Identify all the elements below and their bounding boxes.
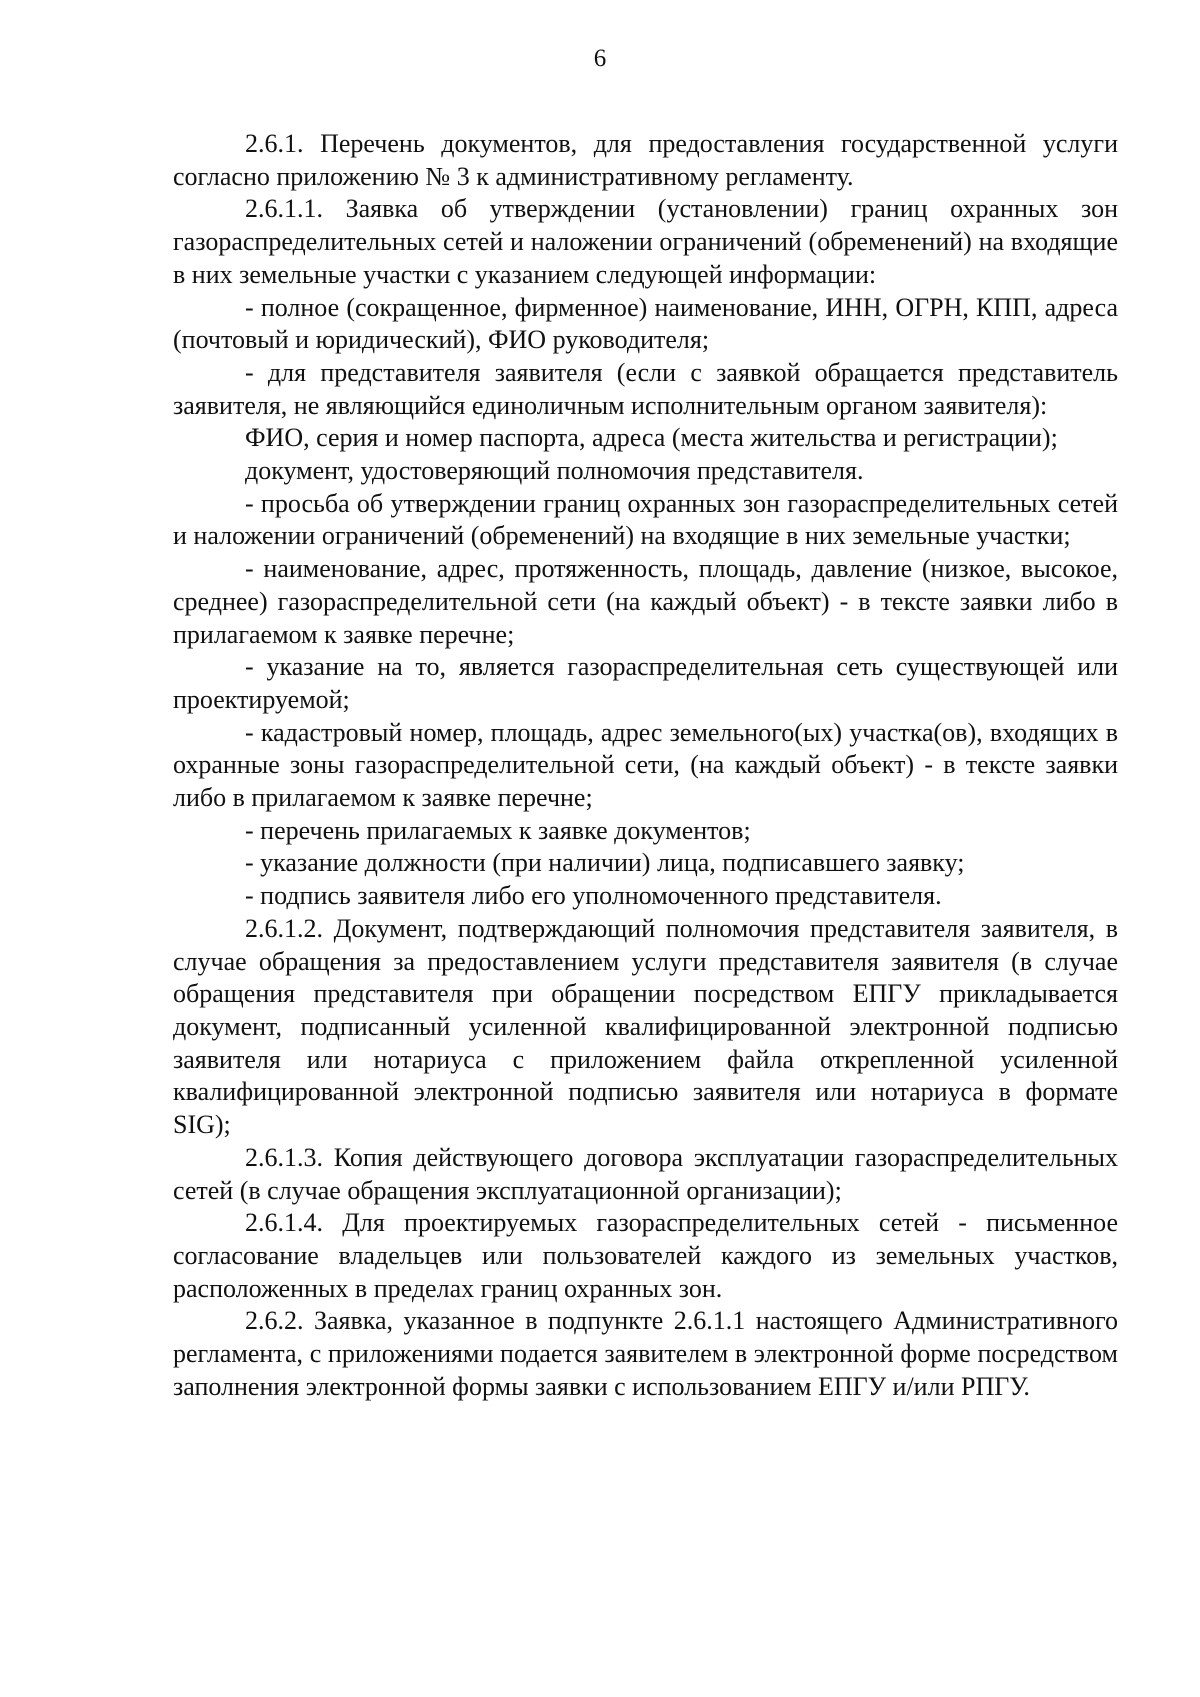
list-item-network-status: - указание на то, является газораспределительная сеть существующей или проектируемой; <box>173 652 1118 714</box>
list-item-attached-documents: - перечень прилагаемых к заявке документов; <box>245 815 751 845</box>
paragraph-2-6-1-1: 2.6.1.1. Заявка об утверждении (установлении) границ охранных зон газораспределительных сетей и наложении ограничений (обременений) на входящие в них земельные участки с указанием следующей информации: <box>173 194 1118 289</box>
list-item-signature: - подпись заявителя либо его уполномоченного представителя. <box>245 881 942 911</box>
list-item-network-parameters: - наименование, адрес, протяженность, площадь, давление (низкое, высокое, среднее) газораспределительной сети (на каждый объект) - в тексте заявки либо в прилагаемом к заявке перечне; <box>173 554 1118 649</box>
paragraph-2-6-2: 2.6.2. Заявка, указанное в подпункте 2.6.1.1 настоящего Административного регламента, с приложениями подается заявителем в электронной форме посредством заполнения электронной формы заявки с использованием ЕПГУ и/или РПГУ. <box>173 1306 1118 1401</box>
paragraph-2-6-1-3: 2.6.1.3. Копия действующего договора эксплуатации газораспределительных сетей (в случае обращения эксплуатационной организации); <box>173 1142 1118 1205</box>
list-item-cadastral-number: - кадастровый номер, площадь, адрес земельного(ых) участка(ов), входящих в охранные зоны газораспределительной сети, (на каждый объект) - в тексте заявки либо в прилагаемом к заявке перечне; <box>173 717 1118 813</box>
list-item-signer-position: - указание должности (при наличии) лица, подписавшего заявку; <box>245 848 965 878</box>
paragraph-2-6-1-4: 2.6.1.4. Для проектируемых газораспределительных сетей - письменное согласование владельцев или пользователей каждого из земельных участков, расположенных в пределах границ охранных зон. <box>173 1208 1118 1303</box>
document-body <box>173 128 1118 1403</box>
paragraph-2-6-1: 2.6.1. Перечень документов, для предоставления государственной услуги согласно приложению № 3 к административному регламенту. <box>173 129 1118 191</box>
list-item-applicant-details: - полное (сокращенное, фирменное) наименование, ИНН, ОГРН, КПП, адреса (почтовый и юридический), ФИО руководителя; <box>173 292 1118 355</box>
list-item-representative: - для представителя заявителя (если с заявкой обращается представитель заявителя, не являющийся единоличным исполнительным органом заявителя): <box>173 357 1118 420</box>
list-item-representative-authority: документ, удостоверяющий полномочия представителя. <box>245 456 864 486</box>
page-number: 6 <box>593 45 607 72</box>
list-item-request: - просьба об утверждении границ охранных зон газораспределительных сетей и наложении ограничений (обременений) на входящие в них земельные участки; <box>173 488 1118 551</box>
paragraph-2-6-1-2: 2.6.1.2. Документ, подтверждающий полномочия представителя заявителя, в случае обращения за предоставлением услуги представителя заявителя (в случае обращения представителя при обращении посредством ЕПГУ прикладывается документ, подписанный усиленной квалифицированной электронной подписью заявителя или нотариуса с приложением файла открепленной усиленной квалифицированной электронной подписью заявителя или нотариуса в формате SIG); <box>173 913 1118 1140</box>
list-item-representative-passport: ФИО, серия и номер паспорта, адреса (места жительства и регистрации); <box>245 423 1058 453</box>
